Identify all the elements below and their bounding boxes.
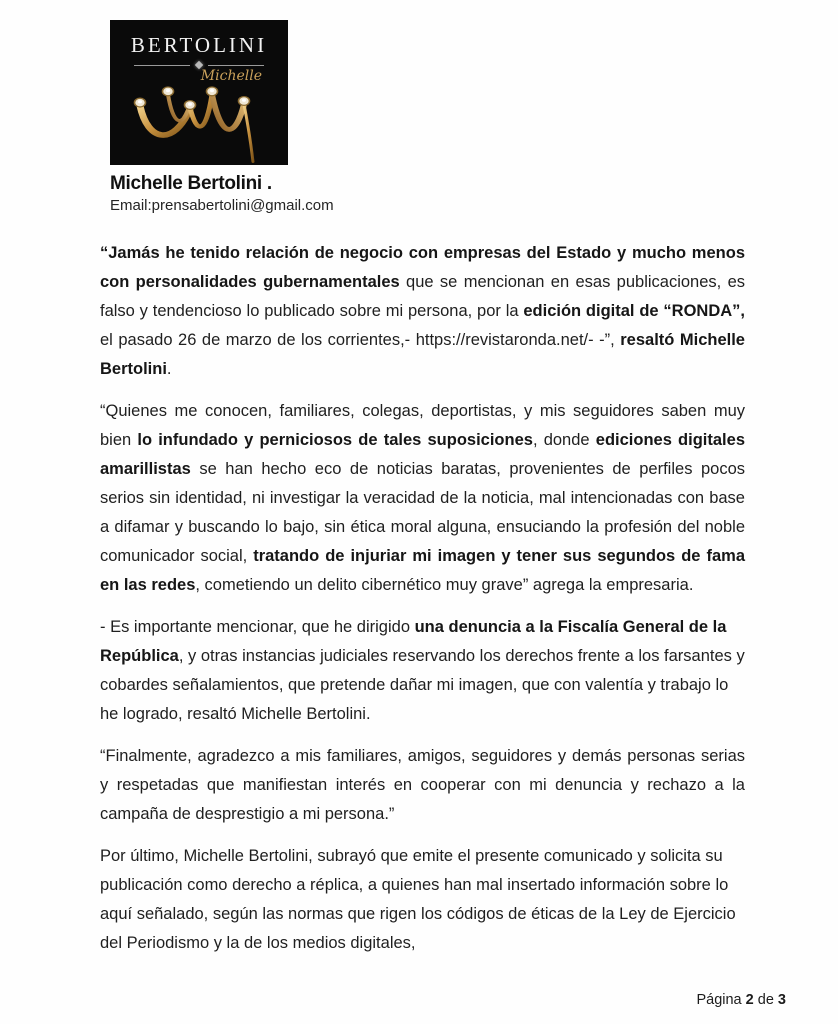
contact-name: Michelle Bertolini . [110,173,272,194]
letterhead [0,0,838,214]
crown-pearls [135,87,250,109]
page-number: Página 2 de 3 [696,992,786,1008]
paragraph-1: “Jamás he tenido relación de negocio con empresas del Estado y mucho menos con personalidades gubernamentales que se mencionan en esas publicaciones, es falso y tendencioso lo publicado sobre mi persona, por la edición digital de “RONDA”, el pasado 26 de marzo de los corrientes,- https://revistaronda.net/- -”, resaltó Michelle Bertolini. [100,244,746,378]
paragraph-3: - Es importante mencionar, que he dirigido una denuncia a la Fiscalía General de la República, y otras instancias judiciales reservando los derechos frente a los farsantes y cobardes señalamientos, que pretende dañar mi imagen, que con valentía y trabajo lo he logrado, resaltó Michelle Bertolini. [100,618,745,723]
divider-line [208,65,264,66]
bertolini-logo [110,20,288,165]
divider-line [134,65,190,66]
crown-icon [110,85,288,165]
press-release-body [0,214,838,958]
contact-email: Email:prensabertolini@gmail.com [110,197,334,214]
paragraph-4: “Finalmente, agradezco a mis familiares, amigos, seguidores y demás personas serias y respetadas que manifiestan interés en cooperar con mi denuncia y rechazo a la campaña de desprestigio a mi persona.” [100,747,745,823]
logo-brand-text: BERTOLINI [130,33,268,57]
paragraph-5: Por último, Michelle Bertolini, subrayó que emite el presente comunicado y solicita su publicación como derecho a réplica, a quienes han mal insertado información sobre lo aquí señalado, según las normas que rigen los códigos de éticas de la Ley de Ejercicio del Periodismo y la de los medios digitales, [100,847,736,952]
paragraph-2: “Quienes me conocen, familiares, colegas, deportistas, y mis seguidores saben muy bien lo infundado y perniciosos de tales suposiciones, donde ediciones digitales amarillistas se han hecho eco de noticias baratas, provenientes de perfiles pocos serios sin identidad, ni investigar la veracidad de la noticia, mal intencionadas con base a difamar y buscando lo bajo, sin ética moral alguna, ensuciando la profesión del noble comunicador social, tratando de injuriar mi imagen y tener sus segundos de fama en las redes, cometiendo un delito cibernético muy grave” agrega la empresaria. [100,402,745,594]
logo-script-text: Michelle [200,68,262,84]
